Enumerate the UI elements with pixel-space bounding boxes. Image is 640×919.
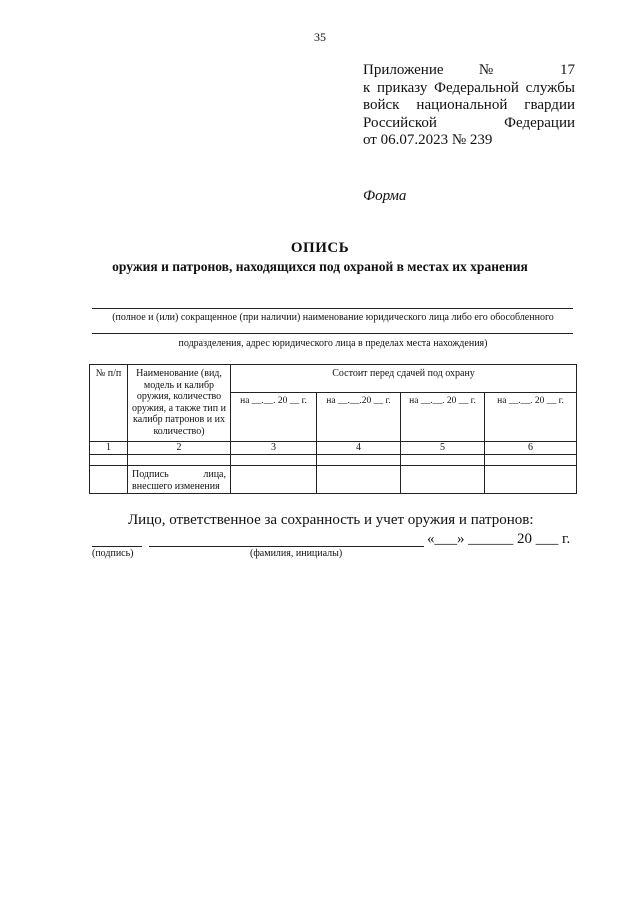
table-cell [317, 466, 401, 494]
inventory-table [89, 364, 577, 494]
col-number-header: № п/п [90, 365, 128, 442]
date-column-header: на __.__. 20 __ г. [401, 393, 485, 442]
responsible-person-text: Лицо, ответственное за сохранность и учет оружия и патронов: [128, 512, 534, 528]
column-number: 6 [485, 442, 577, 455]
table-cell [90, 466, 128, 494]
table-row [90, 455, 577, 466]
column-number: 4 [317, 442, 401, 455]
document-subtitle: оружия и патронов, находящихся под охраной в местах их хранения [112, 259, 528, 274]
date-column-header: на __.__.20 __ г. [317, 393, 401, 442]
signature-row-label [128, 466, 231, 494]
table-cell [128, 455, 231, 466]
name-caption: (фамилия, инициалы) [250, 548, 343, 559]
column-number: 2 [128, 442, 231, 455]
date-column-header: на __.__. 20 __ г. [485, 393, 577, 442]
table-cell [485, 455, 577, 466]
appendix-line: от 06.07.2023 № 239 [363, 132, 493, 148]
table-cell [485, 466, 577, 494]
org-name-line [92, 308, 573, 309]
table-cell [401, 466, 485, 494]
column-number: 5 [401, 442, 485, 455]
col-name-header: Наименование (вид, модель и калибр оружия, количество оружия, а также тип и калибр патронов и их количество) [128, 365, 231, 442]
appendix-line: войск национальной гвардии [363, 97, 575, 113]
page-number: 35 [314, 30, 326, 44]
org-caption-line1: (полное и (или) сокращенное (при наличии) наименование юридического лица либо его обособленного [112, 312, 554, 323]
document-title: ОПИСЬ [290, 240, 350, 256]
table-cell [231, 455, 317, 466]
appendix-line: Приложение № 17 [363, 62, 575, 78]
signature-caption: (подпись) [92, 548, 134, 559]
date-column-header: на __.__. 20 __ г. [231, 393, 317, 442]
column-number-row [90, 442, 577, 455]
table-cell [317, 455, 401, 466]
appendix-block [363, 62, 575, 150]
table-cell [401, 455, 485, 466]
header-row [90, 365, 577, 393]
form-label: Форма [363, 188, 407, 204]
signature-row [90, 466, 577, 494]
column-number: 1 [90, 442, 128, 455]
table-cell [231, 466, 317, 494]
signature-row-label-line2: внесшего изменения [132, 480, 220, 492]
appendix-line: Российской Федерации [363, 114, 575, 131]
signature-row-label-line1: Подпись лица, [132, 469, 226, 480]
date-field: «___» ______ 20 ___ г. [427, 531, 571, 547]
col-state-header: Состоит перед сдачей под охрану [231, 365, 577, 393]
signature-line [92, 546, 142, 547]
org-caption-line2: подразделения, адрес юридического лица в пределах места нахождения) [178, 338, 488, 349]
table-cell [90, 455, 128, 466]
appendix-line: к приказу Федеральной службы [363, 79, 575, 96]
name-line [149, 546, 424, 547]
org-address-line [92, 333, 573, 334]
column-number: 3 [231, 442, 317, 455]
